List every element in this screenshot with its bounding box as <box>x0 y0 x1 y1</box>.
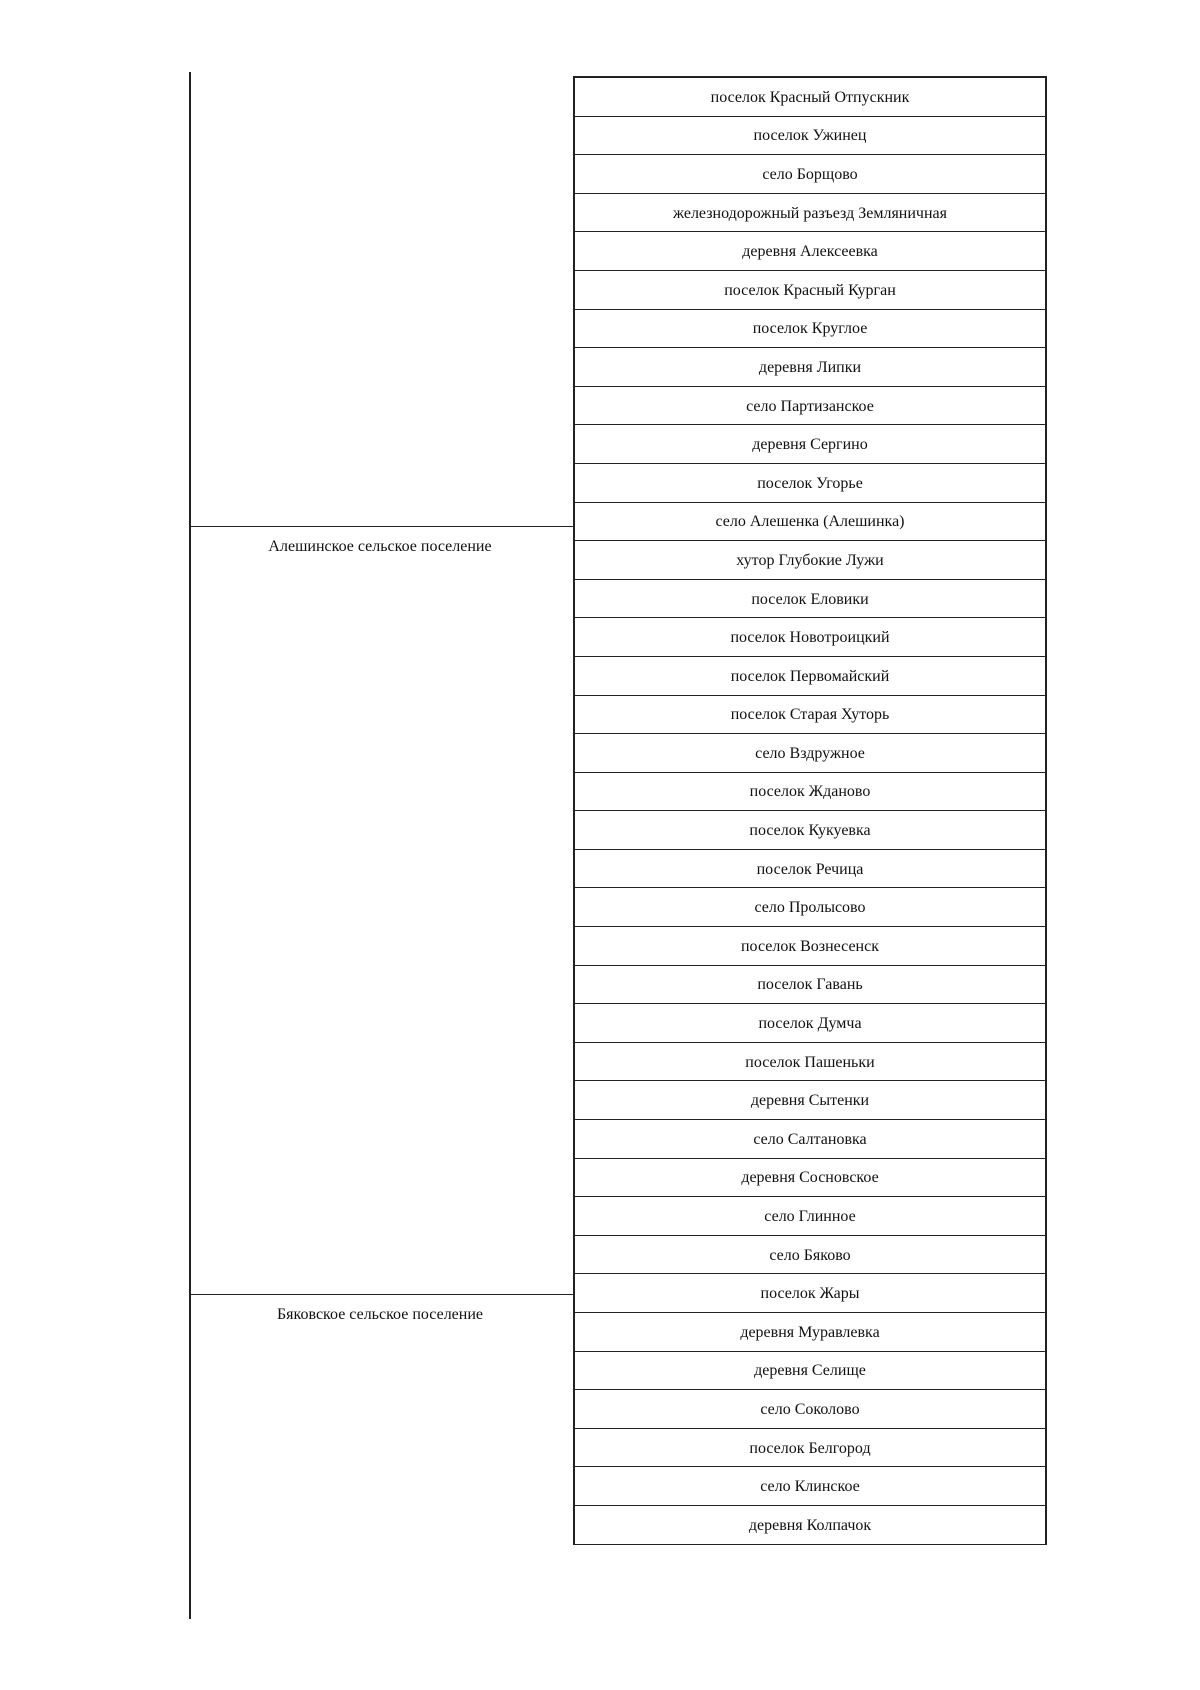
table-row <box>575 696 1045 735</box>
table-row <box>575 1506 1045 1545</box>
settlement-name: поселок Гавань <box>757 976 863 994</box>
settlement-name: поселок Первомайский <box>730 667 890 685</box>
table-row <box>575 1429 1045 1468</box>
settlement-name: поселок Круглое <box>752 320 868 338</box>
table-row <box>575 1004 1045 1043</box>
settlement-name: поселок Жданово <box>749 783 871 801</box>
table-row <box>575 811 1045 850</box>
table-row <box>575 155 1045 194</box>
settlement-name: деревня Сытенки <box>750 1092 870 1110</box>
settlement-name: поселок Угорье <box>757 474 863 492</box>
table-row <box>575 78 1045 117</box>
table-row <box>575 734 1045 773</box>
settlement-name: хутор Глубокие Лужи <box>736 551 884 569</box>
settlement-name: поселок Думча <box>758 1015 862 1033</box>
settlement-name: село Борщово <box>762 165 858 183</box>
settlement-name: село Партизанское <box>746 397 874 415</box>
settlement-name: село Салтановка <box>753 1130 867 1148</box>
table-row <box>575 1352 1045 1391</box>
settlement-name: село Клинское <box>760 1478 860 1496</box>
table-row <box>575 657 1045 696</box>
settlement-name: деревня Сергино <box>752 436 868 454</box>
settlement-name: село Пролысово <box>754 899 866 917</box>
table-row <box>575 194 1045 233</box>
settlement-name: деревня Колпачок <box>748 1516 872 1534</box>
settlement-name: село Глинное <box>764 1208 856 1226</box>
settlement-name: поселок Красный Курган <box>724 281 896 299</box>
settlement-table <box>573 76 1047 1545</box>
settlement-name: деревня Липки <box>758 358 862 376</box>
group-divider-byakovskoe <box>189 1294 573 1295</box>
settlement-name: поселок Красный Отпускник <box>710 88 910 106</box>
settlement-name: железнодорожный разъезд Земляничная <box>673 204 947 222</box>
table-row <box>575 503 1045 542</box>
table-row <box>575 1236 1045 1275</box>
table-row <box>575 1313 1045 1352</box>
table-row <box>575 773 1045 812</box>
settlement-name: село Алешенка (Алешинка) <box>715 513 905 531</box>
table-row <box>575 310 1045 349</box>
table-row <box>575 1043 1045 1082</box>
settlement-name: поселок Ужинец <box>753 127 867 145</box>
table-row <box>575 1159 1045 1198</box>
settlement-name: поселок Жары <box>760 1285 860 1303</box>
table-row <box>575 464 1045 503</box>
table-row <box>575 541 1045 580</box>
table-row <box>575 966 1045 1005</box>
table-row <box>575 1120 1045 1159</box>
group-label-byakovskoe: Бяковское сельское поселение <box>276 1306 484 1323</box>
settlement-name: поселок Белгород <box>749 1439 871 1457</box>
settlement-name: поселок Еловики <box>751 590 869 608</box>
settlement-name: деревня Муравлевка <box>740 1323 880 1341</box>
table-row <box>575 232 1045 271</box>
table-row <box>575 1081 1045 1120</box>
settlement-name: деревня Сосновское <box>741 1169 879 1187</box>
table-row <box>575 117 1045 156</box>
settlement-name: поселок Старая Хуторь <box>730 706 890 724</box>
settlement-name: село Соколово <box>760 1400 860 1418</box>
table-row <box>575 1390 1045 1429</box>
table-row <box>575 850 1045 889</box>
settlement-name: деревня Алексеевка <box>742 243 878 261</box>
table-row <box>575 888 1045 927</box>
table-row <box>575 618 1045 657</box>
settlement-name: поселок Пашеньки <box>745 1053 875 1071</box>
table-row <box>575 927 1045 966</box>
settlement-name: поселок Новотроицкий <box>730 629 890 647</box>
table-row <box>575 271 1045 310</box>
settlement-name: село Бяково <box>769 1246 851 1264</box>
group-divider-aleshinskoe <box>189 526 573 527</box>
left-column-rule <box>189 72 191 1619</box>
table-row <box>575 1467 1045 1506</box>
table-row <box>575 580 1045 619</box>
table-row <box>575 348 1045 387</box>
table-row <box>575 1197 1045 1236</box>
table-row <box>575 425 1045 464</box>
settlement-name: село Вздружное <box>755 744 865 762</box>
settlement-name: поселок Речица <box>756 860 864 878</box>
settlement-name: деревня Селище <box>754 1362 866 1380</box>
settlement-name: поселок Вознесенск <box>740 937 879 955</box>
table-row <box>575 387 1045 426</box>
group-label-aleshinskoe: Алешинское сельское поселение <box>268 538 492 555</box>
table-row <box>575 1274 1045 1313</box>
settlement-name: поселок Кукуевка <box>749 822 871 840</box>
